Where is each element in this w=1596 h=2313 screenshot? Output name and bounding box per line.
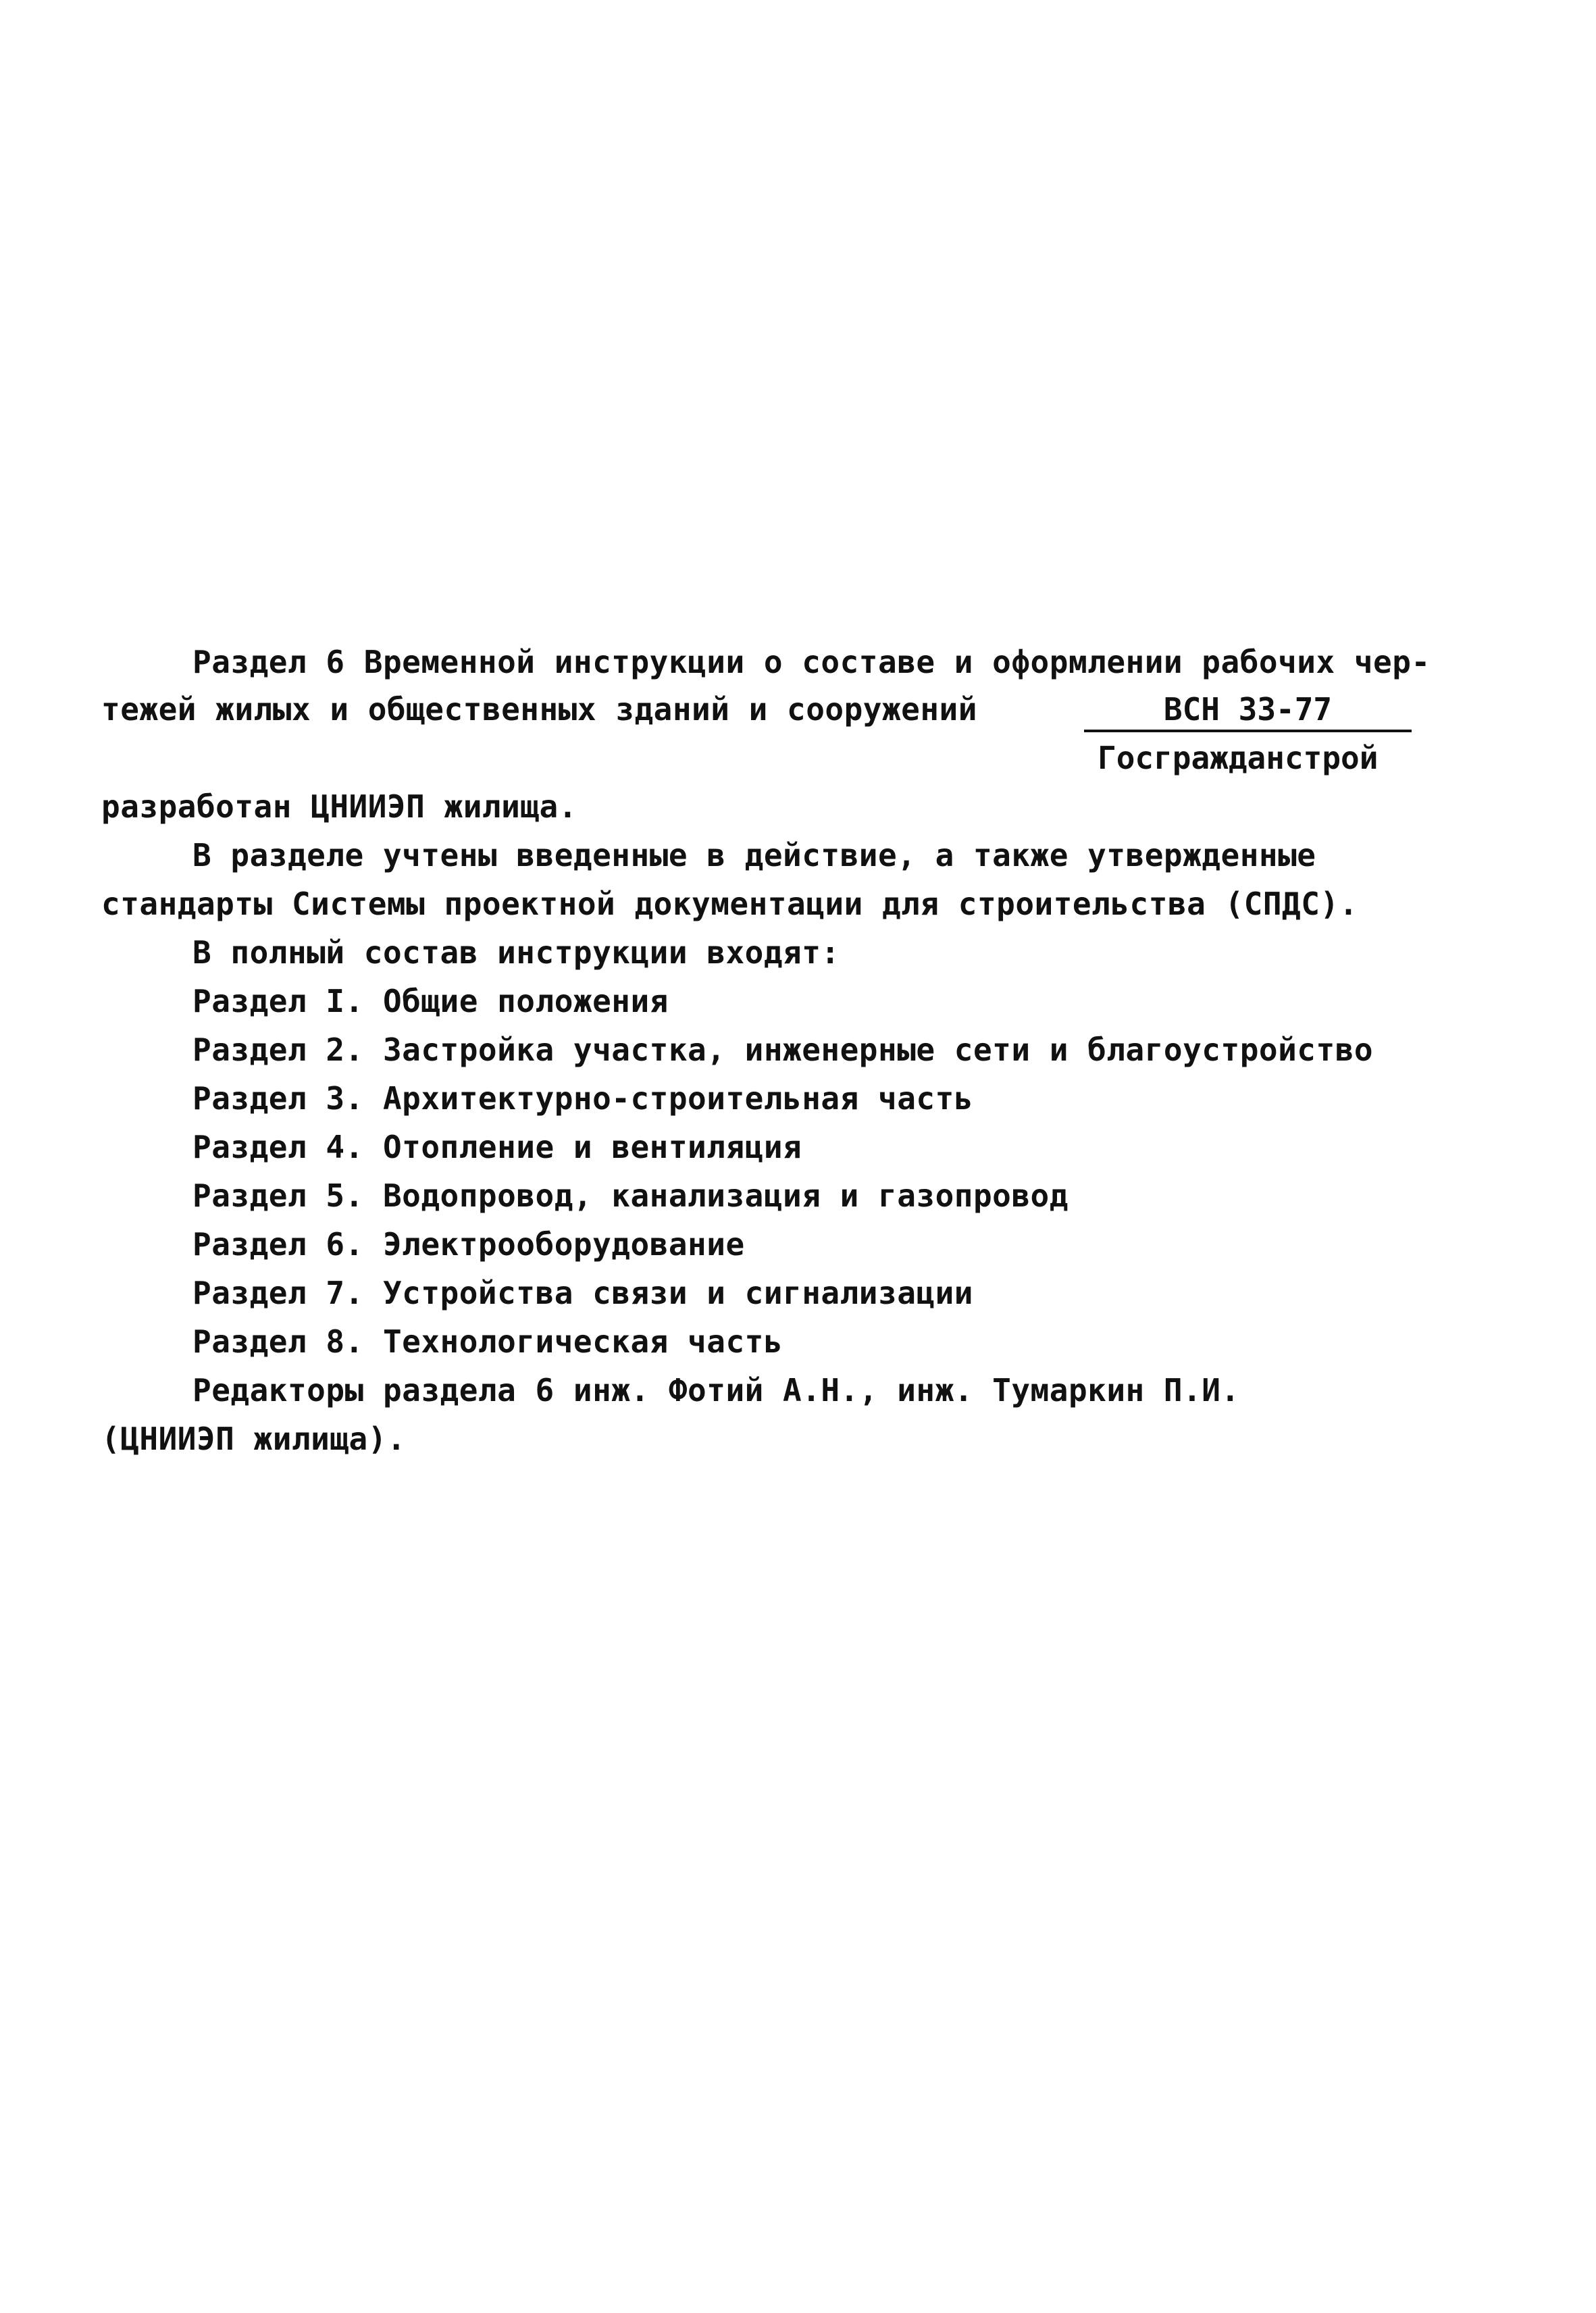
- intro-line-1: Раздел 6 Временной инструкции о составе и оформлении рабочих чер-: [192, 644, 1431, 680]
- section-item: Раздел 3. Архитектурно-строительная часть: [192, 1080, 973, 1117]
- section-item: Раздел 4. Отопление и вентиляция: [192, 1129, 802, 1165]
- section-item: Раздел 2. Застройка участка, инженерные сети и благоустройство: [192, 1032, 1374, 1068]
- standards-line-1: В разделе учтены введенные в действие, а также утвержденные: [192, 837, 1316, 873]
- editors-line-1: Редакторы раздела 6 инж. Фотий А.Н., инж. Тумаркин П.И.: [192, 1372, 1240, 1408]
- editors-line-2: (ЦНИИЭП жилища).: [101, 1421, 407, 1457]
- section-item: Раздел 6. Электрооборудование: [192, 1226, 745, 1263]
- standards-line-2: стандарты Системы проектной документации для строительства (СПДС).: [101, 886, 1358, 922]
- section-item: Раздел 5. Водопровод, канализация и газопровод: [192, 1177, 1069, 1214]
- intro-line-2: тежей жилых и общественных зданий и сооружений: [101, 691, 977, 728]
- section-item: Раздел 8. Технологическая часть: [192, 1323, 783, 1360]
- section-item: Раздел 7. Устройства связи и сигнализации: [192, 1275, 973, 1311]
- contents-intro: В полный состав инструкции входят:: [192, 934, 840, 971]
- developer-line: разработан ЦНИИЭП жилища.: [101, 788, 577, 825]
- doc-code: ВСН 33-77: [1084, 689, 1412, 732]
- issuing-body: Госгражданстрой: [1098, 740, 1379, 776]
- section-item: Раздел I. Общие положения: [192, 983, 669, 1019]
